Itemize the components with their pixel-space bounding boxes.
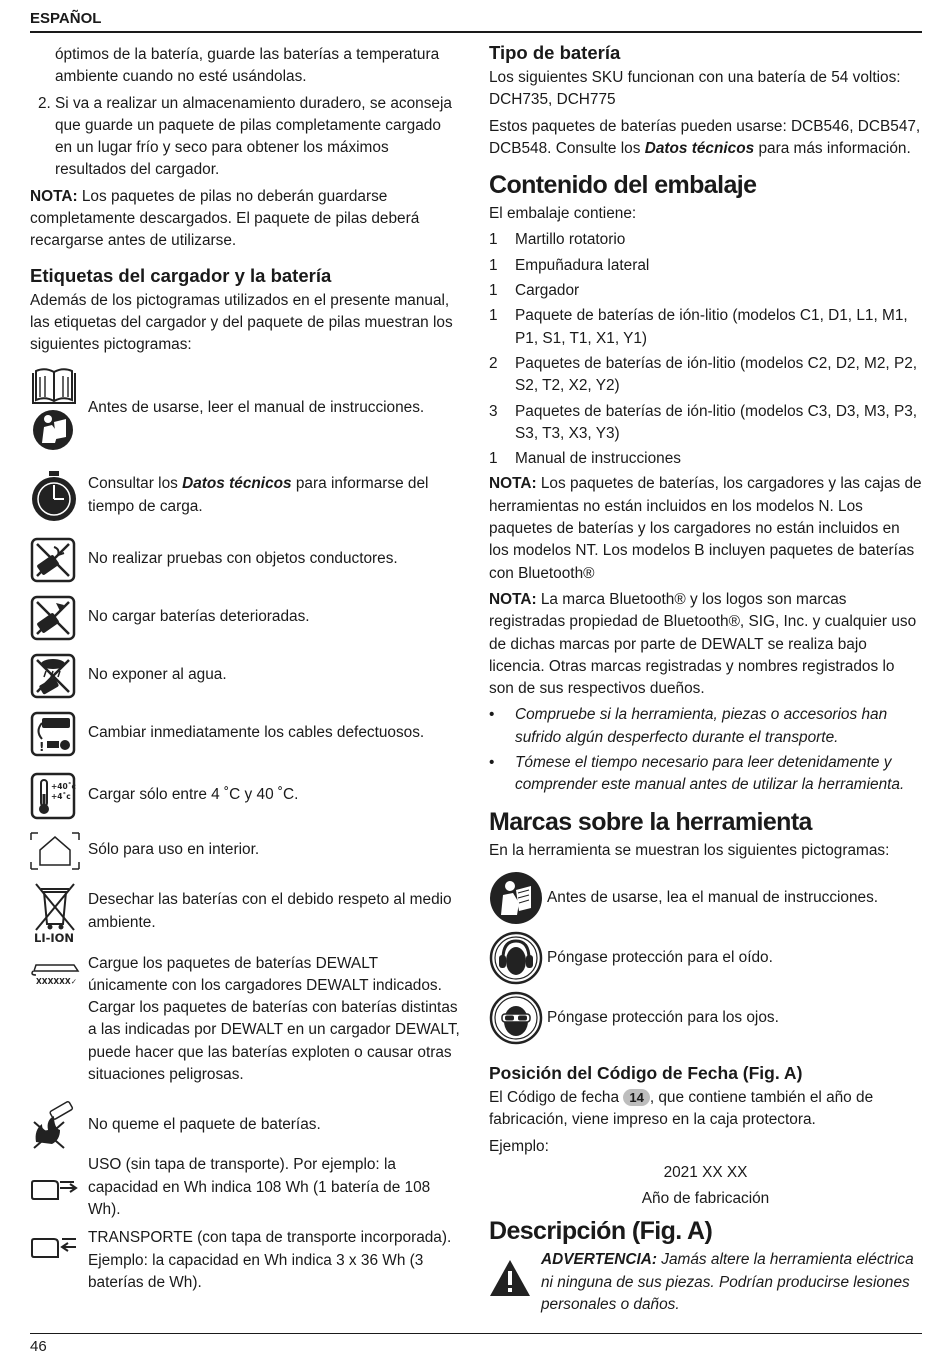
li-ion-label: LI-ION: [34, 930, 75, 944]
bullet-item: [489, 752, 922, 797]
battery-paragraph-1: Los siguientes SKU funcionan con una batería de 54 voltios: DCH735, DCH775: [489, 69, 901, 109]
left-column: [30, 42, 460, 1294]
section-label: ESPAÑOL: [30, 10, 102, 27]
bullet-text: Compruebe si la herramienta, piezas o accesorios han sufrido algún desperfecto durante el transporte.: [515, 706, 888, 746]
picto-no-burn: [30, 1100, 460, 1150]
picto-text: Antes de usarse, leer el manual de instrucciones.: [88, 399, 425, 417]
picto-temperature: [30, 771, 460, 821]
page-number: 46: [30, 1338, 47, 1355]
bullet: •: [489, 754, 495, 772]
battery-p2-post: para más información.: [754, 139, 911, 157]
date-code-paragraph: [489, 1087, 922, 1132]
book-icon: [30, 367, 78, 451]
stopwatch-icon: [30, 470, 78, 522]
mark-eye-protection: [489, 990, 922, 1046]
warning-label: ADVERTENCIA:: [541, 1251, 658, 1269]
mark-ear-protection: [489, 930, 922, 986]
tool-markings-intro: En la herramienta se muestran los siguientes pictogramas:: [489, 841, 890, 859]
picto-text: Desechar las baterías con el debido respeto al medio ambiente.: [88, 891, 452, 931]
tech-text-bold: Datos técnicos: [182, 475, 292, 493]
list-text: Si va a realizar un almacenamiento duradero, se aconseja que guarde un paquete de pilas completamente cargado en un lugar frío y seco para obtener los máximos resultados del cargador.: [55, 94, 452, 179]
picto-use: [30, 1154, 460, 1221]
battery-type-heading: Tipo de batería: [489, 42, 621, 63]
note-label: NOTA:: [489, 475, 537, 493]
picto-text: No cargar baterías deterioradas.: [88, 608, 310, 626]
bullet-text: Tómese el tiempo necesario para leer detenidamente y comprender este manual antes de utilizar la herramienta.: [515, 754, 905, 794]
no-water-icon: [30, 653, 76, 699]
model-code-label: XXXXXX✓: [36, 976, 77, 986]
picto-indoor: [30, 831, 460, 871]
list-number: 2.: [38, 94, 51, 112]
picto-dispose: [30, 881, 460, 943]
warning-triangle-icon: [489, 1259, 531, 1297]
picto-no-damaged: [30, 593, 460, 643]
picto-text: No queme el paquete de baterías.: [88, 1116, 321, 1134]
tech-text-pre: Consultar los: [88, 475, 183, 493]
warning-block: [489, 1249, 922, 1316]
picto-text: [88, 473, 460, 518]
temp-high-label: +40˚c: [51, 781, 76, 791]
item-text: Empuñadura lateral: [515, 256, 650, 274]
battery-p2-pre: Estos paquetes de baterías pueden usarse: DCB546, DCB547, DCB548. Consulte los: [489, 117, 921, 157]
date-code-callout: 14: [623, 1089, 649, 1106]
warning-text: [541, 1249, 922, 1316]
footer-rule: [30, 1333, 922, 1334]
labels-heading: Etiquetas del cargador y la batería: [30, 264, 332, 286]
picto-read-manual: [30, 365, 460, 453]
item-text: Manual de instrucciones: [515, 450, 681, 468]
picto-text: TRANSPORTE (con tapa de transporte incorporada). Ejemplo: la capacidad en Wh indica 3 x 36 Wh (3 baterías de Wh).: [88, 1229, 452, 1291]
picto-dewalt-chargers: [30, 953, 460, 1087]
battery-use-icon: [30, 1173, 78, 1203]
picto-text: Sólo para uso en interior.: [88, 841, 260, 859]
package-contents-heading: Contenido del embalaje: [489, 171, 757, 200]
bullet: •: [489, 706, 495, 724]
warning-body: Jamás altere la herramienta eléctrica ni ninguna de sus piezas. Podrían producirse lesiones personales o daños.: [541, 1251, 914, 1313]
note-paragraph-2: [489, 589, 922, 700]
date-code-heading: Posición del Código de Fecha (Fig. A): [489, 1062, 803, 1083]
picto-tech-data: [30, 467, 460, 525]
list-item: [489, 305, 922, 350]
picto-text: Cargue los paquetes de baterías DEWALT únicamente con los cargadores DEWALT indicados. Cargar los paquetes de baterías con baterías distintas a las indicadas por DEWALT en un cargador DEWALT, puede hacer que las baterías exploten o causar otras situaciones peligrosas.: [88, 954, 460, 1084]
note-text: Los paquetes de baterías, los cargadores y las cajas de herramientas no están incluidos en los modelos N. Los paquetes de baterías y los cargadores no están incluidos en los modelos NT. Los modelos B incluyen paquetes de baterías con Bluetooth®: [489, 475, 922, 582]
item-text: Martillo rotatorio: [515, 231, 626, 249]
note-text: Los paquetes de pilas no deberán guardarse completamente descargados. El paquete de pilas deberá recargarse antes de utilizarse.: [30, 187, 420, 250]
manual-icons: [30, 367, 88, 451]
picto-text: No realizar pruebas con objetos conductores.: [88, 550, 398, 568]
note-text: La marca Bluetooth® y los logos son marcas registradas propiedad de Bluetooth®, SIG, Inc. y cualquier uso de dichas marcas por parte de DEWALT se realiza bajo licencia. Otras marcas registradas y nombres registrados lo son de sus respectivos dueños.: [489, 590, 917, 698]
item-qty: 1: [489, 231, 498, 249]
date-p-pre: El Código de fecha: [489, 1088, 624, 1106]
item-text: Paquetes de baterías de ión-litio (modelos C2, D2, M2, P2, S2, T2, X2, Y2): [515, 354, 918, 395]
item-qty: 1: [489, 282, 498, 300]
package-list: [489, 229, 922, 470]
item-qty: 1: [489, 256, 498, 274]
tech-text-post: para informarse del tiempo de carga.: [88, 475, 429, 515]
list-item: [489, 353, 922, 398]
item-qty: 1: [489, 450, 498, 468]
continued-paragraph: óptimos de la batería, guarde las baterías a temperatura ambiente cuando no esté usándolas.: [55, 46, 440, 86]
note-label: NOTA:: [489, 590, 537, 608]
temp-low-label: +4˚c: [51, 791, 71, 801]
item-text: Paquetes de baterías de ión-litio (modelos C3, D3, M3, P3, S3, T3, X3, Y3): [515, 402, 918, 442]
damaged-cable-icon: [30, 711, 76, 757]
labels-intro: Además de los pictogramas utilizados en el presente manual, las etiquetas del cargador y del paquete de pilas muestran los siguientes pictogramas:: [30, 291, 453, 354]
list-item: [489, 229, 922, 251]
picto-text: No exponer al agua.: [88, 666, 227, 684]
picto-text: USO (sin tapa de transporte). Por ejemplo: la capacidad en Wh indica 108 Wh (1 batería de 108 Wh).: [88, 1156, 431, 1218]
example-label: Ejemplo:: [489, 1137, 549, 1155]
no-damaged-battery-icon: [30, 595, 76, 641]
ear-protection-icon: [489, 931, 543, 985]
item-qty: 2: [489, 354, 498, 372]
bullet-item: [489, 704, 922, 749]
tool-markings-heading: Marcas sobre la herramienta: [489, 807, 812, 836]
picto-transport: [30, 1227, 460, 1294]
picto-no-water: [30, 651, 460, 701]
note-paragraph-1: [489, 473, 922, 584]
thermometer-icon: [30, 772, 76, 820]
item-text: Cargador: [515, 282, 580, 300]
right-column: [489, 42, 922, 1316]
description-heading: Descripción (Fig. A): [489, 1217, 713, 1246]
mark-text: Antes de usarse, lea el manual de instrucciones.: [547, 888, 879, 906]
list-item: [489, 280, 922, 302]
battery-transport-icon: [30, 1231, 78, 1261]
item-qty: 1: [489, 307, 498, 325]
indoor-house-icon: [30, 832, 80, 870]
note-label: NOTA:: [30, 187, 78, 205]
header-rule: [30, 31, 922, 33]
picto-cables: [30, 709, 460, 759]
date-p-post: , que contiene también el año de fabricación, viene impreso en la caja protectora.: [489, 1088, 874, 1129]
svg-text:!: !: [39, 739, 45, 754]
mark-text: Póngase protección para los ojos.: [547, 1008, 779, 1026]
mark-read-manual: [489, 870, 922, 926]
no-conductive-icon: [30, 537, 76, 583]
item-text: Paquete de baterías de ión-litio (modelos C1, D1, L1, M1, P1, S1, T1, X1, Y1): [515, 307, 908, 347]
eye-protection-icon: [489, 991, 543, 1045]
recycle-bin-icon: [30, 880, 80, 944]
picto-text: Cargar sólo entre 4 ˚C y 40 ˚C.: [88, 786, 299, 804]
picto-no-conductive: [30, 535, 460, 585]
picto-text: Cambiar inmediatamente los cables defectuosos.: [88, 724, 425, 742]
package-intro: El embalaje contiene:: [489, 205, 637, 223]
list-item: [489, 401, 922, 446]
list-item: [489, 448, 922, 470]
item-qty: 3: [489, 402, 498, 420]
mark-text: Póngase protección para el oído.: [547, 948, 773, 966]
no-burn-icon: [30, 1100, 78, 1150]
battery-paragraph-2: [489, 116, 922, 161]
list-item: [30, 93, 460, 182]
read-manual-icon: [489, 871, 543, 925]
example-caption: Año de fabricación: [641, 1190, 770, 1208]
battery-p2-bold: Datos técnicos: [644, 139, 755, 157]
note-paragraph: [30, 186, 460, 253]
charger-icon: [30, 961, 82, 987]
example-code: 2021 XX XX: [663, 1163, 748, 1181]
list-item: [489, 255, 922, 277]
